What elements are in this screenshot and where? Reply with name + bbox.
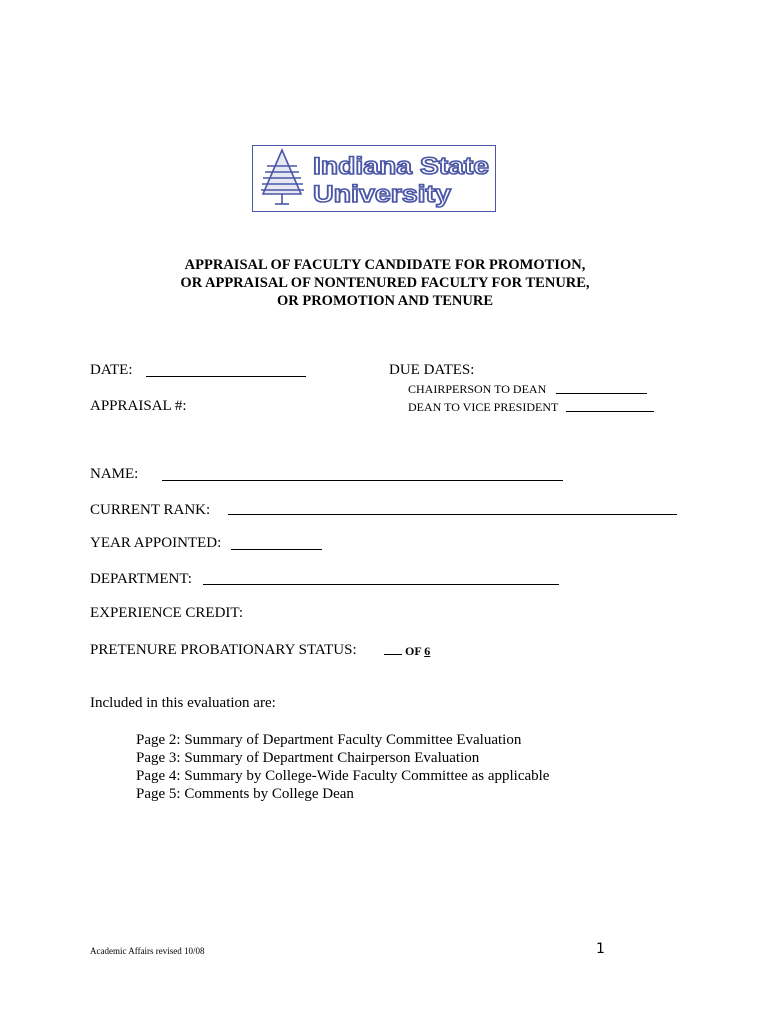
- form-title-line-3: OR PROMOTION AND TENURE: [276, 293, 494, 309]
- form-title-line-2: OR APPRAISAL OF NONTENURED FACULTY FOR TENURE,: [180, 275, 590, 291]
- list-item: Page 4: Summary by College-Wide Faculty Committee as applicable: [136, 768, 550, 784]
- dean-to-vp-label: DEAN TO VICE PRESIDENT: [408, 400, 559, 414]
- name-label: NAME:: [90, 466, 139, 482]
- included-intro: Included in this evaluation are:: [90, 695, 276, 711]
- pretenure-of-label: OF: [405, 644, 422, 658]
- list-item: Page 3: Summary of Department Chairperson Evaluation: [136, 750, 480, 766]
- included-pages-list: [136, 731, 549, 803]
- pretenure-total-years: 6: [424, 644, 431, 658]
- tree-icon: [261, 150, 304, 204]
- current-rank-field-line[interactable]: [228, 514, 677, 515]
- appraisal-number-label: APPRAISAL #:: [90, 398, 187, 414]
- list-item: Page 2: Summary of Department Faculty Committee Evaluation: [136, 732, 522, 748]
- form-title-line-1: APPRAISAL OF FACULTY CANDIDATE FOR PROMOTION,: [184, 257, 586, 273]
- list-item: Page 5: Comments by College Dean: [136, 786, 354, 802]
- department-field-line[interactable]: [203, 584, 559, 585]
- experience-credit-label: EXPERIENCE CREDIT:: [90, 605, 243, 621]
- chair-to-dean-line[interactable]: [556, 393, 647, 394]
- current-rank-label: CURRENT RANK:: [90, 502, 211, 518]
- page-number: 1: [596, 941, 605, 957]
- university-logo: [252, 145, 496, 212]
- year-appointed-label: YEAR APPOINTED:: [90, 535, 222, 551]
- revision-note: Academic Affairs revised 10/08: [90, 946, 205, 956]
- year-appointed-field-line[interactable]: [231, 549, 322, 550]
- dean-to-vp-line[interactable]: [566, 411, 654, 412]
- chair-to-dean-label: CHAIRPERSON TO DEAN: [408, 382, 547, 396]
- name-field-line[interactable]: [162, 480, 563, 481]
- pretenure-status-label: PRETENURE PROBATIONARY STATUS:: [90, 642, 357, 658]
- due-dates-label: DUE DATES:: [389, 362, 475, 378]
- pretenure-year-blank[interactable]: [384, 654, 402, 655]
- date-field-line[interactable]: [146, 376, 306, 377]
- department-label: DEPARTMENT:: [90, 571, 192, 587]
- pretenure-status-value: [384, 644, 430, 659]
- date-label: DATE:: [90, 362, 133, 378]
- logo-graphic: [253, 146, 494, 210]
- logo-line2: University: [313, 181, 452, 208]
- logo-line1: Indiana State: [313, 153, 489, 180]
